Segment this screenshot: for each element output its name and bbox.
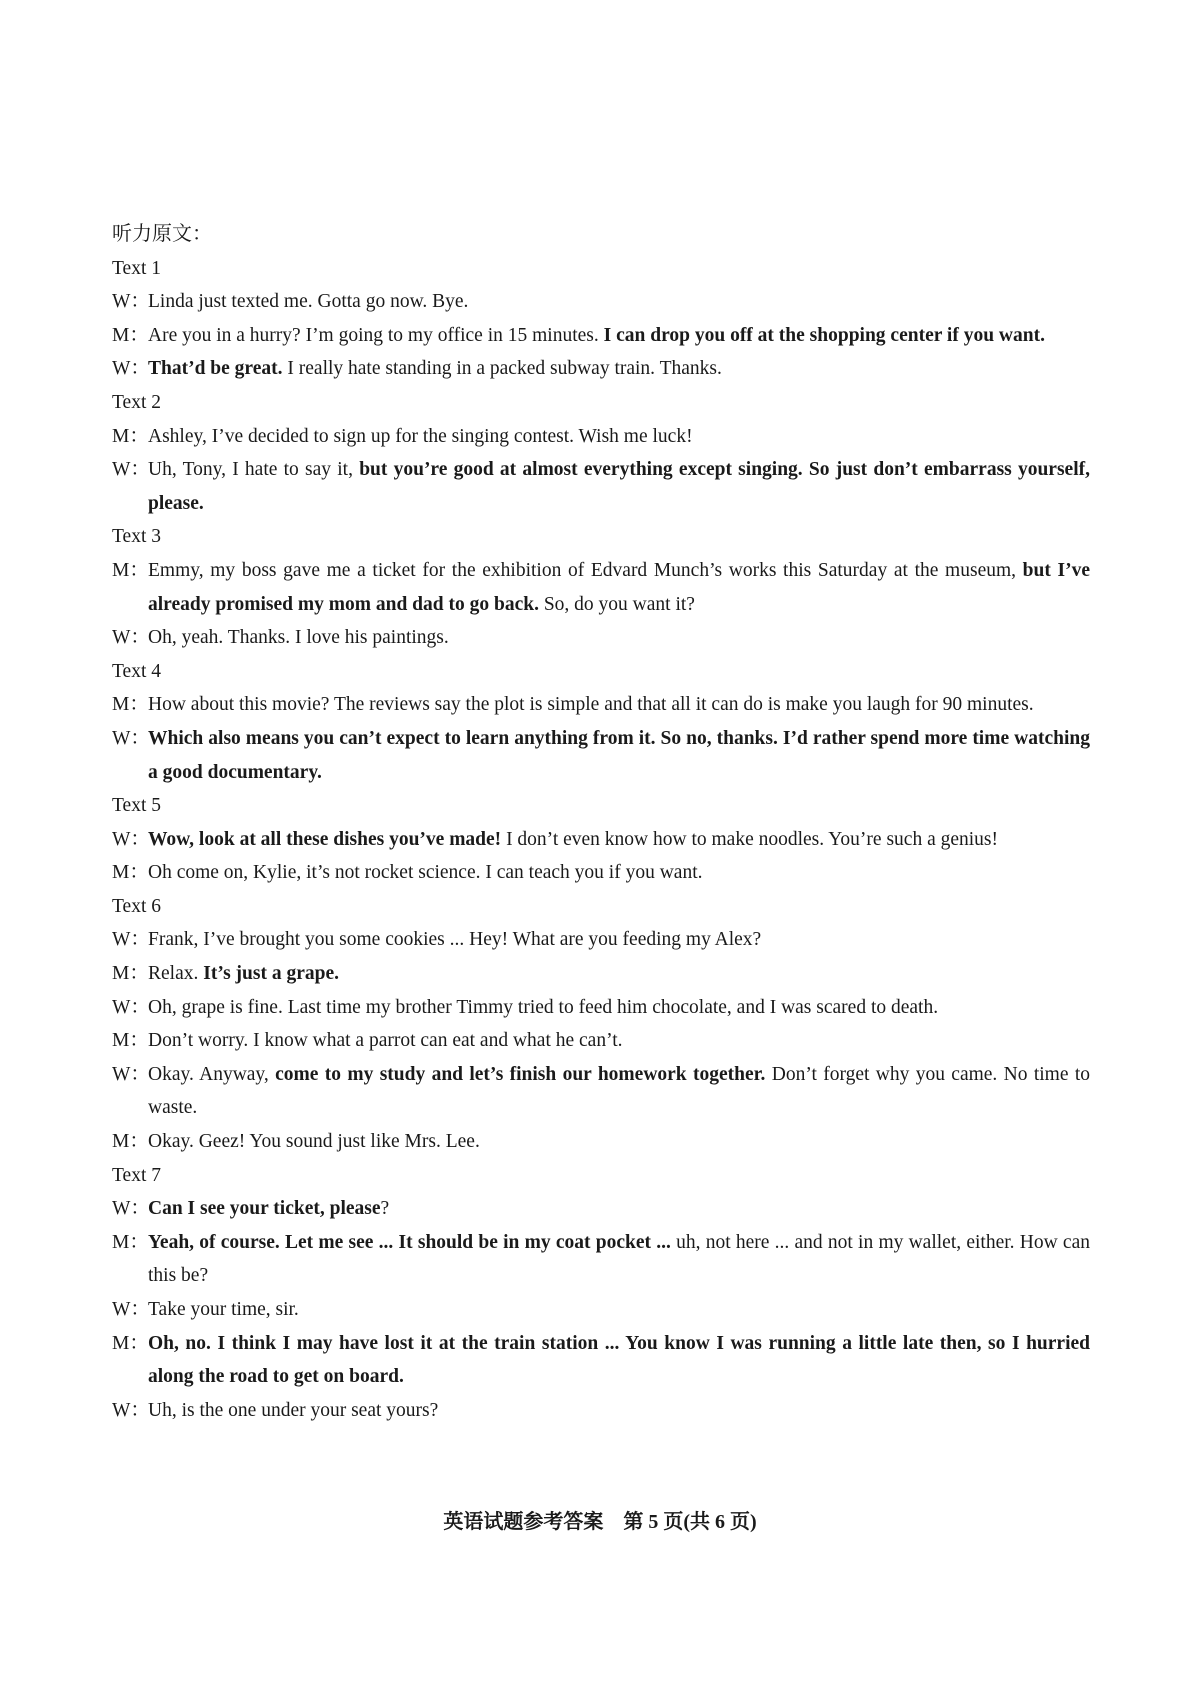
dialogue-turn <box>112 420 1090 454</box>
speaker-label: M： <box>112 324 149 346</box>
dialogue-turn <box>112 1327 1090 1394</box>
utterance-text: ? <box>380 1198 390 1220</box>
text-label: Text 1 <box>112 257 161 279</box>
utterance-text: Take your time, sir. <box>148 1299 299 1320</box>
text-label: Text 2 <box>112 391 161 413</box>
transcript <box>112 218 1090 1427</box>
dialogue-turn <box>112 923 1090 957</box>
speaker-label: M： <box>112 1030 149 1052</box>
dialogue-turn <box>112 1226 1090 1293</box>
dialogue-turn <box>112 1394 1090 1428</box>
answer-highlight: Which also means you can’t expect to learn anything from it. So no, thanks. I’d rather spend more time watching a good documentary. <box>148 727 1090 783</box>
answer-highlight: I can drop you off at the shopping center if you want. <box>603 324 1045 346</box>
dialogue-turn <box>112 1125 1090 1159</box>
dialogue-turn <box>112 957 1090 991</box>
utterance-text: Don’t forget why you came. No time to waste. <box>148 1063 1090 1119</box>
answer-highlight: Oh, no. I think I may have lost it at the train station ... You know I was running a little late then, so I hurried along the road to get on board. <box>148 1332 1090 1388</box>
answer-highlight: but I’ve already promised my mom and dad to go back. <box>148 559 1090 615</box>
speaker-label: W： <box>112 358 150 380</box>
dialogue-turn <box>112 1293 1090 1327</box>
dialogue-turn <box>112 621 1090 655</box>
speaker-label: W： <box>112 996 150 1018</box>
utterance-text: Okay. Geez! You sound just like Mrs. Lee. <box>148 1131 480 1153</box>
utterance-text: Okay. Anyway, <box>148 1063 276 1085</box>
utterance-text: Emmy, my boss gave me a ticket for the exhibition of Edvard Munch’s works this Saturday at the museum, <box>148 559 1023 581</box>
answer-highlight: Yeah, of course. Let me see ... It should be in my coat pocket ... <box>148 1231 671 1253</box>
dialogue-turn <box>112 856 1090 890</box>
speaker-label: W： <box>112 727 150 749</box>
dialogue-turn <box>112 453 1090 520</box>
answer-highlight: Wow, look at all these dishes you’ve made! <box>148 828 502 850</box>
utterance-text: Frank, I’ve brought you some cookies ... Hey! What are you feeding my Alex? <box>148 929 762 951</box>
utterance-text: uh, not here ... and not in my wallet, either. How can this be? <box>148 1231 1090 1287</box>
speaker-label: W： <box>112 929 150 951</box>
utterance-text: Oh, grape is fine. Last time my brother Timmy tried to feed him chocolate, and I was scared to death. <box>148 996 939 1018</box>
utterance-text: I don’t even know how to make noodles. You’re such a genius! <box>501 828 998 850</box>
answer-highlight: It’s just a grape. <box>203 963 340 985</box>
dialogue-list <box>112 252 1090 1428</box>
speaker-label: W： <box>112 1299 150 1320</box>
page-footer: 英语试题参考答案 第 5 页(共 6 页) <box>443 1511 757 1533</box>
dialogue-turn <box>112 554 1090 621</box>
utterance-text: How about this movie? The reviews say the plot is simple and that all it can do is make you laugh for 90 minutes. <box>148 694 1034 716</box>
dialogue-turn <box>112 722 1090 789</box>
speaker-label: W： <box>112 459 150 481</box>
speaker-label: W： <box>112 291 150 313</box>
utterance-text: Linda just texted me. Gotta go now. Bye. <box>148 291 469 313</box>
utterance-text: Oh, yeah. Thanks. I love his paintings. <box>148 627 449 649</box>
speaker-label: M： <box>112 425 149 447</box>
dialogue-turn <box>112 688 1090 722</box>
speaker-label: M： <box>112 559 149 581</box>
dialogue-turn <box>112 823 1090 857</box>
utterance-text: Relax. <box>148 963 204 985</box>
speaker-label: W： <box>112 1063 150 1085</box>
dialogue-turn <box>112 1192 1090 1226</box>
speaker-label: M： <box>112 862 149 884</box>
speaker-label: M： <box>112 1131 149 1153</box>
speaker-label: M： <box>112 694 149 716</box>
dialogue-turn <box>112 319 1090 353</box>
utterance-text: Uh, is the one under your seat yours? <box>148 1399 439 1421</box>
utterance-text: Are you in a hurry? I’m going to my office in 15 minutes. <box>148 324 604 346</box>
speaker-label: M： <box>112 1332 149 1354</box>
utterance-text: So, do you want it? <box>538 593 695 615</box>
dialogue-turn <box>112 352 1090 386</box>
utterance-text: Uh, Tony, I hate to say it, <box>148 459 360 481</box>
answer-highlight: but you’re good at almost everything except singing. So just don’t embarrass yourself, please. <box>148 459 1090 514</box>
speaker-label: W： <box>112 1198 150 1220</box>
answer-highlight: Can I see your ticket, please <box>148 1198 381 1220</box>
utterance-text: Oh come on, Kylie, it’s not rocket science. I can teach you if you want. <box>148 862 703 884</box>
speaker-label: W： <box>112 1399 150 1421</box>
text-label: Text 6 <box>112 895 161 917</box>
speaker-label: M： <box>112 963 149 985</box>
speaker-label: W： <box>112 627 150 649</box>
text-label: Text 5 <box>112 795 161 817</box>
text-label: Text 3 <box>112 526 161 548</box>
dialogue-turn <box>112 1058 1090 1125</box>
answer-highlight: come to my study and let’s finish our homework together. <box>275 1063 766 1085</box>
utterance-text: Ashley, I’ve decided to sign up for the singing contest. Wish me luck! <box>148 425 693 447</box>
speaker-label: M： <box>112 1231 149 1253</box>
dialogue-turn <box>112 991 1090 1025</box>
section-heading: 听力原文： <box>112 223 212 245</box>
utterance-text: Don’t worry. I know what a parrot can eat and what he can’t. <box>148 1030 623 1052</box>
dialogue-turn <box>112 285 1090 319</box>
speaker-label: W： <box>112 828 150 850</box>
text-label: Text 4 <box>112 660 161 682</box>
dialogue-turn <box>112 1024 1090 1058</box>
text-label: Text 7 <box>112 1164 161 1186</box>
answer-highlight: That’d be great. <box>148 358 283 380</box>
utterance-text: I really hate standing in a packed subway train. Thanks. <box>282 358 722 380</box>
